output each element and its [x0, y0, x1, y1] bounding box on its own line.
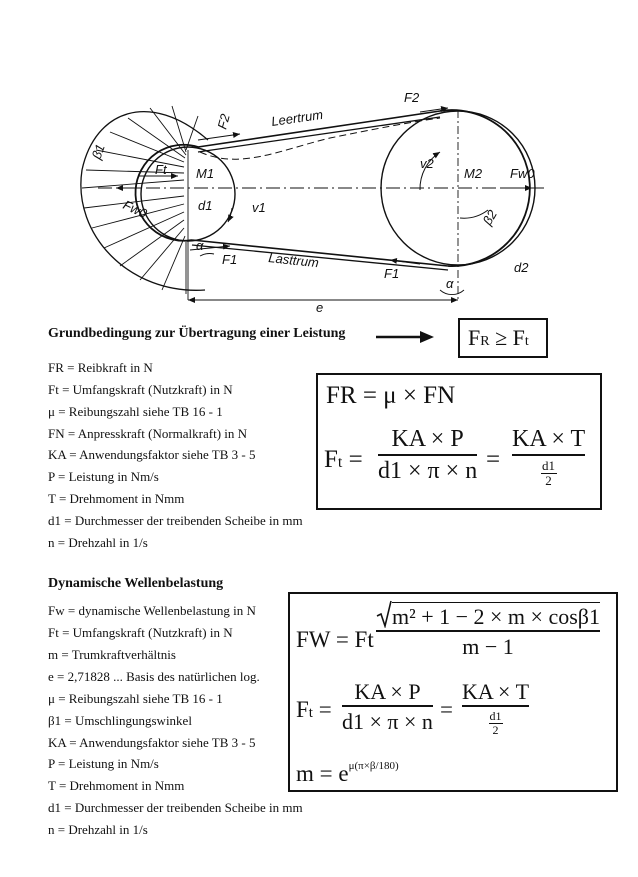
- f1-label: F1: [222, 252, 238, 267]
- definition-line: T = Drehmoment in Nmm: [48, 778, 185, 793]
- beta2-label: β2: [479, 207, 500, 228]
- formula-fr: FR = μ × FN: [326, 382, 456, 409]
- formula-ft2-lhs: Ft =: [296, 697, 332, 722]
- leertrum-label: Leertrum: [270, 106, 324, 129]
- definition-line: Ft = Umfangskraft (Nutzkraft) in N: [48, 382, 233, 397]
- definition-line: n = Drehzahl in 1/s: [48, 822, 148, 837]
- fw0-left-label: Fw0: [120, 197, 150, 222]
- definition-line: μ = Reibungszahl siehe TB 16 - 1: [48, 691, 223, 706]
- section2-heading: Dynamische Wellenbelastung: [48, 576, 224, 591]
- ft-label: Ft: [155, 162, 167, 177]
- section1-heading: Grundbedingung zur Übertragung einer Leistung: [48, 326, 346, 341]
- d2-label: d2: [514, 260, 529, 275]
- definition-line: m = Trumkraftverhältnis: [48, 647, 176, 662]
- definition-line: d1 = Durchmesser der treibenden Scheibe in mm: [48, 513, 303, 528]
- m1-label: M1: [196, 166, 215, 181]
- definition-line: Ft = Umfangskraft (Nutzkraft) in N: [48, 625, 233, 640]
- d1-label: d1: [198, 198, 213, 213]
- v1-label: v1: [252, 200, 266, 215]
- beta1-label: β1: [88, 142, 108, 162]
- belt-drive-diagram: [0, 0, 638, 330]
- v2-label: v2: [420, 156, 434, 171]
- condition-lhs: F: [468, 325, 481, 350]
- formula-m-exponent: μ(π×β/180): [348, 760, 399, 772]
- f1-right-label: F1: [384, 266, 400, 281]
- alpha-right-label: α: [446, 276, 454, 291]
- f2-top-label: F2: [404, 90, 420, 105]
- condition-box: FR ≥ Ft: [458, 318, 548, 358]
- formula-ft2-frac1: KA × P d1 × π × n: [342, 679, 433, 735]
- definition-line: d1 = Durchmesser der treibenden Scheibe in mm: [48, 800, 303, 815]
- e-dimension-label: e: [316, 300, 324, 315]
- definition-line: P = Leistung in Nm/s: [48, 469, 159, 484]
- m2-label: M2: [464, 166, 483, 181]
- definition-line: e = 2,71828 ... Basis des natürlichen log.: [48, 669, 260, 684]
- pressure-distribution: [81, 106, 208, 294]
- condition-rhs: F: [512, 325, 525, 350]
- formula-box-1: FR = μ × FN Ft = KA × P d1 × π × n = KA × T d1 2: [316, 373, 602, 510]
- sqrt-sign-icon: [376, 600, 392, 628]
- alpha-left-label: α: [196, 238, 204, 253]
- definition-line: FN = Anpresskraft (Normalkraft) in N: [48, 426, 248, 441]
- definition-line: Fw = dynamische Wellenbelastung in N: [48, 603, 256, 618]
- definition-line: FR = Reibkraft in N: [48, 360, 153, 375]
- f2-label: F2: [214, 112, 233, 131]
- formula-ft-frac1: KA × P d1 × π × n: [378, 426, 478, 485]
- formula-fw-frac: m² + 1 − 2 × m × cosβ1 m − 1: [376, 600, 600, 658]
- condition-op: ≥: [495, 325, 508, 350]
- definition-line: T = Drehmoment in Nmm: [48, 491, 185, 506]
- formula-fw-lhs: FW = Ft: [296, 627, 374, 652]
- definition-line: μ = Reibungszahl siehe TB 16 - 1: [48, 404, 223, 419]
- definition-line: n = Drehzahl in 1/s: [48, 535, 148, 550]
- fw0-right-label: Fw0: [510, 166, 535, 181]
- definition-line: β1 = Umschlingungswinkel: [48, 713, 192, 728]
- formula-ft-frac2: KA × T d1 2: [512, 426, 586, 488]
- definition-line: P = Leistung in Nm/s: [48, 756, 159, 771]
- formula-ft-lhs: Ft =: [324, 446, 363, 473]
- formula-ft2-frac2: KA × T d1 2: [462, 679, 530, 737]
- formula-m: $m = e^{\mu(\pi\times\beta/180)}$: [296, 760, 399, 786]
- formula-box-2: FW = Ft m² + 1 − 2 × m × cosβ1 m − 1 Ft = KA × P d1 × π × n = KA × T d1 2 $m = e^{\mu(\pi\times\beta/180)}$: [288, 592, 618, 792]
- lasttrum-label: Lasttrum: [267, 250, 320, 271]
- definition-line: KA = Anwendungsfaktor siehe TB 3 - 5: [48, 735, 256, 750]
- arrow-icon: [376, 330, 436, 344]
- definition-line: KA = Anwendungsfaktor siehe TB 3 - 5: [48, 447, 256, 462]
